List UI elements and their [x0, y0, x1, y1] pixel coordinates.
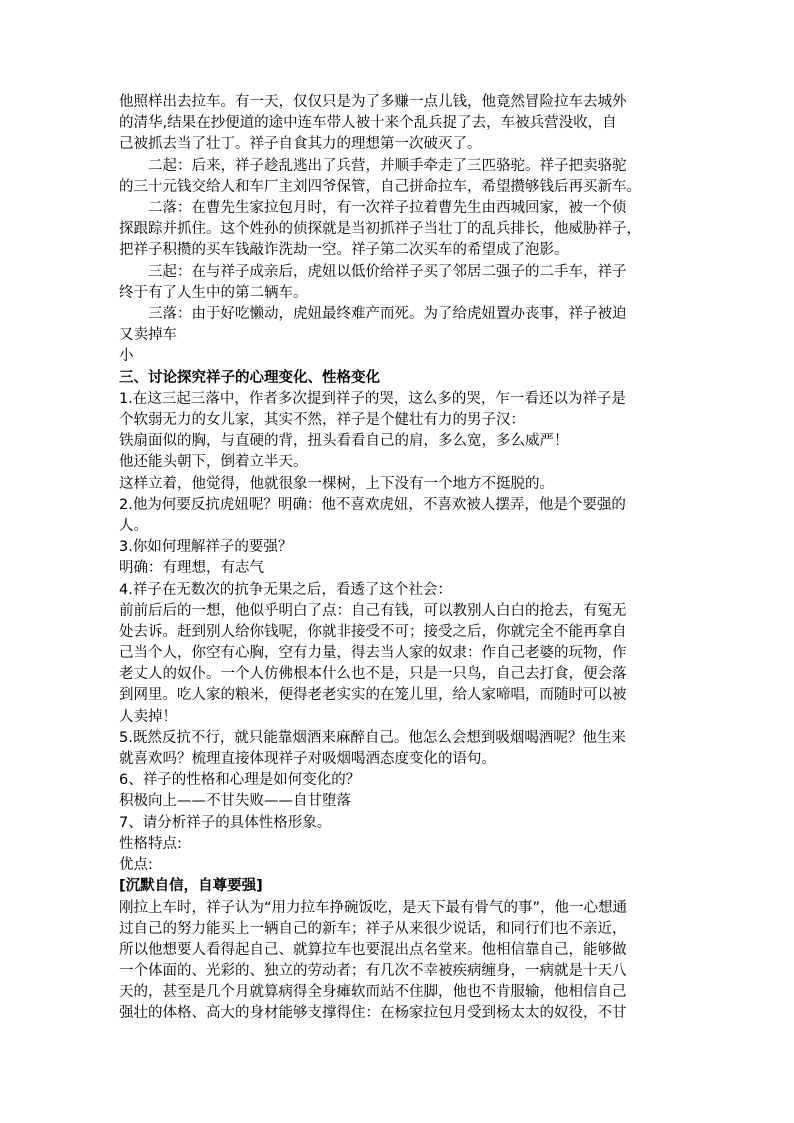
text-line: 明确：有理想，有志气: [119, 560, 264, 576]
text-line: 小: [119, 348, 134, 364]
text-line: 个软弱无力的女儿家，其实不然，祥子是个健壮有力的男子汉：: [119, 412, 525, 428]
text-line: 6、祥子的性格和心理是如何变化的？: [119, 772, 361, 788]
text-line: 三落：由于好吃懒动，虎妞最终难产而死。为了给虎妞置办丧事，祥子被迫: [119, 306, 627, 322]
text-line: 终于有了人生中的第二辆车。: [119, 285, 308, 301]
text-line: 把祥子积攒的买车钱敲诈洗劫一空。祥子第二次买车的希望成了泡影。: [119, 242, 569, 258]
text-line: 二起：后来，祥子趁乱逃出了兵营，并顺手牵走了三匹骆驼。祥子把卖骆驼: [119, 158, 627, 174]
text-line: 就喜欢吗？梳理直接体现祥子对吸烟喝酒态度变化的语句。: [119, 751, 496, 767]
text-line: 他照样出去拉车。有一天，仅仅只是为了多赚一点儿钱，他竟然冒险拉车去城外: [119, 94, 627, 110]
text-line: 的清华,结果在抄便道的途中连车带人被十来个乱兵捉了去，车被兵营没收，自: [119, 115, 617, 131]
text-line: 的三十元钱交给人和车厂主刘四爷保管，自己拼命拉车，希望攒够钱后再买新车。: [119, 179, 641, 195]
text-line: 1.在这三起三落中，作者多次提到祥子的哭，这么多的哭，乍一看还以为祥子是: [119, 391, 626, 407]
text-line: 人。: [119, 518, 148, 534]
text-line: 老丈人的奴仆。一个人仿佛根本什么也不是，只是一只鸟，自己去打食，便会落: [119, 666, 627, 682]
text-line: 到网里。吃人家的粮米，便得老老实实的在笼儿里，给人家啼唱，而随时可以被: [119, 687, 627, 703]
section-heading: 三、讨论探究祥子的心理变化、性格变化: [119, 370, 380, 386]
text-line: 这样立着，他觉得，他就很象一棵树，上下没有一个地方不挺脱的。: [119, 476, 554, 492]
text-line: 二落：在曹先生家拉包月时，有一次祥子拉着曹先生由西城回家，被一个侦: [119, 200, 627, 216]
text-line: 刚拉上车时，祥子认为“用力拉车挣碗饭吃，是天下最有骨气的事”，他一心想通: [119, 900, 628, 916]
text-line: 他还能头朝下，倒着立半天。: [119, 454, 308, 470]
text-line: 7、请分析祥子的具体性格形象。: [119, 815, 332, 831]
text-line: 积极向上——不甘失败——自甘堕落: [119, 793, 351, 809]
text-line: 4.祥子在无数次的抗争无果之后，看透了这个社会：: [119, 582, 452, 598]
text-line: 铁扇面似的胸，与直硬的背，扭头看看自己的肩，多么宽，多么威严！: [119, 433, 569, 449]
text-line: 一个体面的、光彩的、独立的劳动者；有几次不幸被疾病缠身，一病就是十天八: [119, 963, 627, 979]
text-line: 三起：在与祥子成亲后，虎妞以低价给祥子买了邻居二强子的二手车，祥子: [119, 264, 627, 280]
text-line: 探跟踪并抓住。这个姓孙的侦探就是当初抓祥子当壮丁的乱兵排长，他威胁祥子，: [119, 221, 641, 237]
text-line: 又卖掉车: [119, 327, 177, 343]
text-line: 己被抓去当了壮丁。祥子自食其力的理想第一次破灭了。: [119, 136, 482, 152]
text-line: 前前后后的一想，他似乎明白了点：自己有钱，可以教别人白白的抢去，有冤无: [119, 603, 627, 619]
text-line: 人卖掉！: [119, 709, 177, 725]
text-line: 3.你如何理解祥子的要强？: [119, 539, 293, 555]
text-line: 所以他想要人看得起自己、就算拉车也要混出点名堂来。他相信靠自己，能够做: [119, 942, 627, 958]
text-line: 性格特点:: [119, 836, 182, 852]
text-line: 5.既然反抗不行，就只能靠烟酒来麻醉自己。他怎么会想到吸烟喝酒呢？他生来: [119, 730, 626, 746]
text-line: 天的，甚至是几个月就算病得全身瘫软而站不住脚，他也不肯服输，他相信自己: [119, 984, 627, 1000]
section-heading: [沉默自信，自尊要强]: [119, 878, 263, 894]
text-line: 过自己的努力能买上一辆自己的新车；祥子从来很少说话，和同行们也不亲近，: [119, 921, 627, 937]
text-line: 2.他为何要反抗虎妞呢？明确：他不喜欢虎妞，不喜欢被人摆弄，他是个要强的: [119, 497, 626, 513]
text-line: 处去诉。赶到别人给你钱呢，你就非接受不可；接受之后，你就完全不能再拿自: [119, 624, 627, 640]
text-line: 己当个人，你空有心胸，空有力量，得去当人家的奴隶：作自己老婆的玩物，作: [119, 645, 627, 661]
text-line: 优点:: [119, 857, 153, 873]
text-line: 强壮的体格、高大的身材能够支撑得住：在杨家拉包月受到杨太太的奴役，不甘: [119, 1005, 627, 1021]
